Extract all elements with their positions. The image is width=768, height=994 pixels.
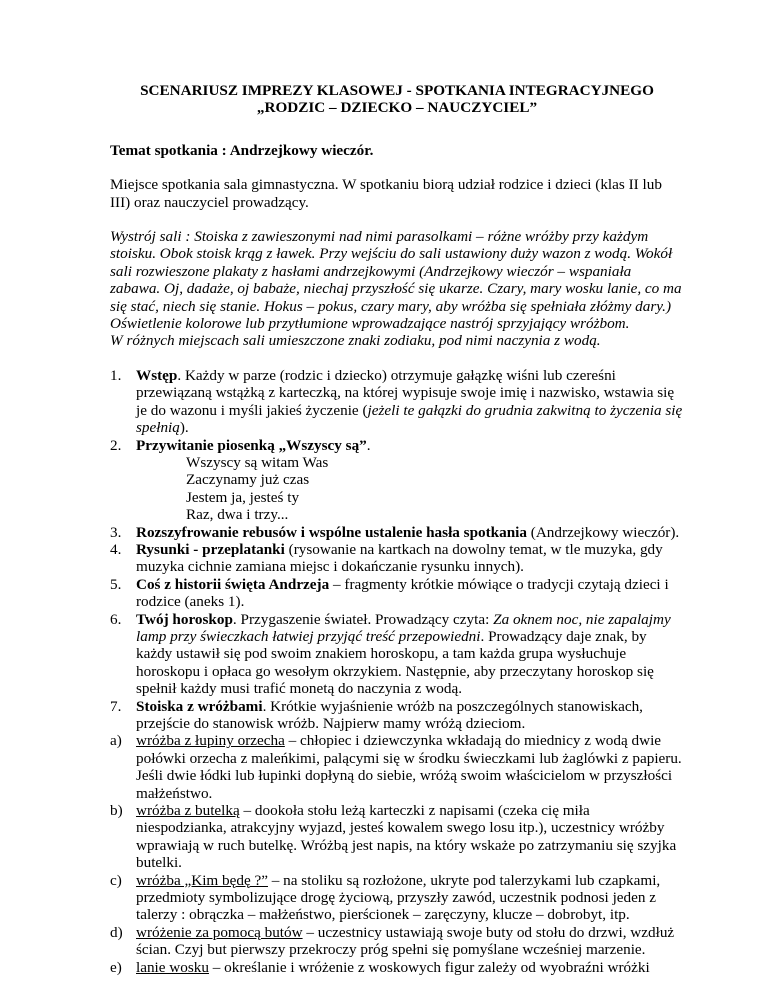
title-line-2: „RODZIC – DZIECKO – NAUCZYCIEL” (256, 99, 538, 117)
song-line: Raz, dwa i trzy... (186, 506, 289, 524)
room-decoration (110, 228, 684, 350)
item-underlined-heading: lanie wosku (136, 958, 209, 976)
song-lyrics (136, 454, 684, 524)
item-text: – uczestnicy ustawiają swoje buty od stołu do drzwi, wzdłuż ścian. Czyj but pierwszy przekroczy próg spełni się pomyślane wcześniej marzenie. (136, 923, 675, 959)
item-underlined-heading: wróżba „Kim będę ?” (136, 871, 268, 889)
item-text-end: . (366, 436, 371, 454)
item-text-end: ). (179, 419, 189, 437)
item-text: . Każdy w parze (rodzic i dziecko) otrzymuje gałązkę wiśni lub czereśni przewiązaną wstążką z karteczką, na której wypisuje swoje imię i nazwisko, wstawia się je do wazonu i myśli jakieś życzenie ( (136, 366, 675, 419)
list-item-2 (110, 437, 684, 524)
document-title (110, 82, 684, 117)
list-item-c (110, 872, 684, 924)
item-underlined-heading: wróżba z łupiny orzecha (136, 732, 285, 750)
item-text: – chłopiec i dziewczynka wkładają do miednicy z wodą dwie połówki orzecha z maleńkimi, palącymi się w środku świeczkami lub żaglówki z papieru. Jeśli dwie łódki lub łupinki dopłyną do siebie, wróżą swoim właścicielom w przyszłości małżeństwo. (136, 732, 682, 802)
item-heading: Przywitanie piosenką „Wszyscy są” (136, 436, 367, 454)
item-heading: Coś z historii święta Andrzeja (136, 575, 330, 593)
item-number: 5. (110, 575, 122, 593)
item-letter: d) (110, 923, 123, 941)
item-text: – dookoła stołu leżą karteczki z napisami (czeka cię miła niespodzianka, atrakcyjny wyjazd, jesteś kowalem swego losu itp.), uczestnicy wróżby wprawiają w ruch butelkę. Wróżbą jest napis, na który wskaże po zatrzymaniu się szyjka butelki. (136, 802, 677, 872)
song-line: Jestem ja, jesteś ty (186, 488, 300, 506)
item-number: 4. (110, 540, 122, 558)
item-heading: Rozszyfrowanie rebusów i wspólne ustalenie hasła spotkania (136, 523, 527, 541)
item-letter: a) (110, 732, 122, 750)
list-item-e (110, 959, 684, 976)
item-italic-text: jeżeli te gałązki do grudnia zakwitną to życzenia się spełnią (136, 401, 683, 437)
item-text: – na stoliku są rozłożone, ukryte pod talerzykami lub czapkami, przedmioty symbolizujące drogę życiową, przyszły zawód, uczestnik podnosi jeden z talerzy : obrączka – małżeństwo, pierścionek – zaręczyny, klucze – dobrobyt, itp. (136, 871, 661, 924)
item-heading: Twój horoskop (136, 610, 233, 628)
item-number: 7. (110, 697, 122, 715)
list-item-b (110, 802, 684, 872)
meeting-topic: Temat spotkania : Andrzejkowy wieczór. (110, 141, 374, 159)
item-text: (rysowanie na kartkach na dowolny temat, w tle muzyka, gdy muzyka cichnie zamiana miejsc i dokańczanie rysunku innych). (136, 540, 663, 576)
list-item-d (110, 924, 684, 959)
item-italic-text: Za oknem noc, nie zapalajmy lamp przy świeczkach łatwiej przyjąć treść przepowiedni (136, 610, 671, 645)
zodiac-description: W różnych miejscach sali umieszczone znaki zodiaku, pod nimi naczynia z wodą. (110, 332, 601, 350)
list-item-1 (110, 367, 684, 437)
item-underlined-heading: wróżba z butelką (136, 802, 240, 820)
list-item-7 (110, 698, 684, 733)
item-letter: c) (110, 871, 122, 889)
item-underlined-heading: wróżenie za pomocą butów (136, 923, 303, 941)
program-list (110, 367, 684, 976)
title-line-1: SCENARIUSZ IMPREZY KLASOWEJ - SPOTKANIA INTEGRACYJNEGO (140, 82, 654, 99)
meeting-place: Miejsce spotkania sala gimnastyczna. W spotkaniu biorą udział rodzice i dzieci (klas II lub III) oraz nauczyciel prowadzący. (110, 176, 662, 211)
item-number: 2. (110, 436, 122, 454)
item-text: (Andrzejkowy wieczór). (526, 523, 680, 541)
list-item-4 (110, 541, 684, 576)
item-number: 1. (110, 366, 122, 384)
item-number: 3. (110, 523, 122, 541)
list-item-5 (110, 576, 684, 611)
item-text: – określanie i wróżenie z woskowych figur zależy od wyobraźni wróżki (208, 958, 650, 976)
item-text: . Krótkie wyjaśnienie wróżb na poszczególnych stanowiskach, przejście do stanowisk wróżb. Najpierw mamy wróżą dzieciom. (136, 697, 643, 732)
item-letter: b) (110, 802, 123, 820)
list-item-6 (110, 611, 684, 698)
song-line: Wszyscy są witam Was (186, 453, 329, 471)
list-item-3 (110, 524, 684, 541)
item-text: – fragmenty krótkie mówiące o tradycji czytają dzieci i rodzice (aneks 1). (136, 575, 669, 611)
list-item-a (110, 732, 684, 802)
item-heading: Wstęp (136, 366, 178, 384)
item-letter: e) (110, 958, 122, 976)
decoration-description: Wystrój sali : Stoiska z zawieszonymi nad nimi parasolkami – różne wróżby przy każdym stoisku. Obok stoisk krąg z ławek. Przy wejściu do sali ustawiony duży wazon z wodą. Wokół sali rozwieszone plakaty z hasłami andrzejkowymi (Andrzejkowy wieczór – wspaniała zabawa. Oj, dadaże, oj babaże, niechaj przyszłość się ukarze. Czary, mary wosku lanie, co ma się stać, niech się stanie. Hokus – pokus, czary mary, aby wróżba się spełniała złóżmy dary.) Oświetlenie kolorowe lub przytłumione wprowadzające nastrój sprzyjający wróżbom. (110, 228, 682, 333)
item-heading: Rysunki - przeplatanki (136, 540, 285, 558)
item-text: . Przygaszenie świateł. Prowadzący czyta: (232, 610, 494, 628)
item-text-end: . Prowadzący daje znak, by każdy ustawił się pod swoim znakiem horoskopu, a tam każda grupa wysłuchuje horoskopu i opłaca go wesołym okrzykiem. Następnie, aby przeczytany horoskop się spełnił każdy musi trafić monetą do naczynia z wodą. (136, 627, 654, 698)
song-line: Zaczynamy już czas (186, 471, 310, 489)
item-heading: Stoiska z wróżbami (136, 697, 263, 715)
item-number: 6. (110, 610, 122, 628)
